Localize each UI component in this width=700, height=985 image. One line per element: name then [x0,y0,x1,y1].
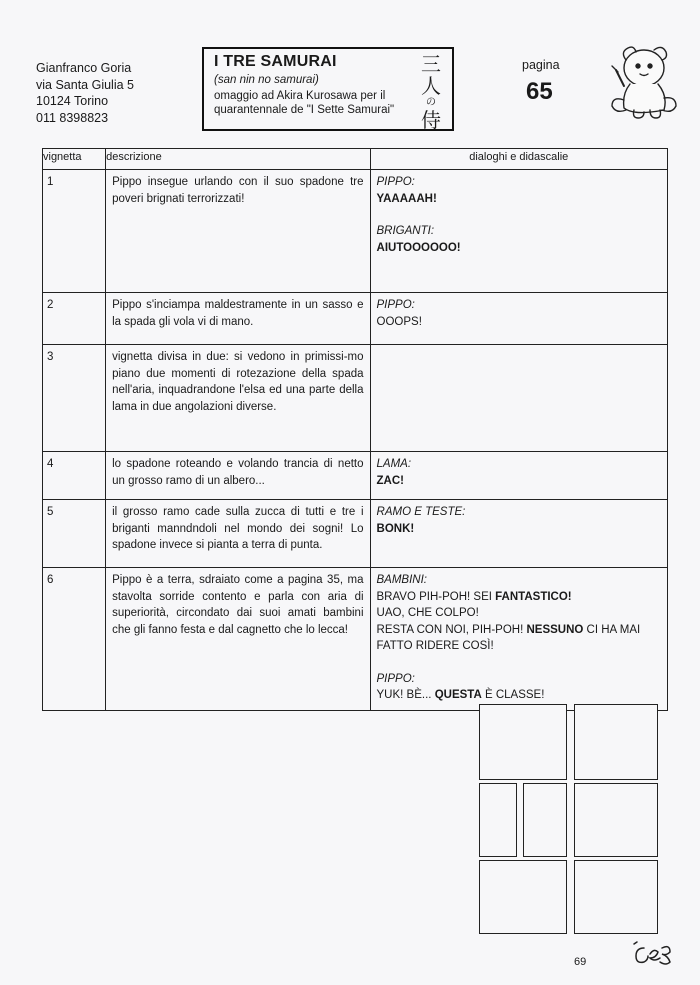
dialogue-segment: FANTASTICO! [495,590,572,603]
dialogue-line [377,521,661,538]
dialogue-segment: CI HA MAI FATTO RIDERE COSÌ! [376,623,641,652]
dialogue-segment: RESTA CON NOI, PIH-POH! [376,623,527,636]
dialogue-segment: NESSUNO [526,623,584,636]
table-row [43,452,668,500]
panel-description: vignetta divisa in due: si vedono in primissi-mo piano due momenti di rotezazione della spada nell'aria, inquadrandone l'elsa ed una parte della lama in due angolazioni diverse. [106,345,370,452]
thumbnail-panel [574,783,658,857]
panel-dialogue [370,452,667,500]
dialogue-gap [377,207,661,223]
kanji-char: 三 [421,52,441,76]
dialogue-segment: AIUTOOOOOO! [376,241,461,254]
author-street: via Santa Giulia 5 [36,77,134,92]
story-title: I TRE SAMURAI [214,53,337,70]
panel-dialogue [370,170,667,293]
dialogue-segment: QUESTA [434,689,482,701]
kanji-char: 人 [421,74,441,98]
footer-page-number: 69 [574,956,587,968]
kanji-title [418,53,444,131]
panel-dialogue [370,568,667,711]
speaker-label: PIPPO: [376,176,415,188]
panel-description: Pippo s'inciampa maldestramente in un sasso e la spada gli vola vi di mano. [106,293,370,345]
panel-description: lo spadone roteando e volando trancia di netto un grosso ramo di un albero... [106,452,370,500]
thumbnail-panel [479,860,567,934]
dialogue-segment: È CLASSE! [481,689,545,701]
page-label: pagina [522,58,560,72]
dialogue-segment: UAO, CHE COLPO! [376,607,479,619]
dialogue-segment: ZAC! [376,474,404,487]
panel-dialogue [370,500,667,568]
author-name: Gianfranco Goria [36,61,132,75]
title-box [202,47,454,131]
panel-number: 5 [43,500,106,568]
script-table [42,148,668,711]
page-number: 65 [526,78,553,105]
table-row [43,293,668,345]
speaker-label: LAMA: [376,458,412,470]
speaker-label: RAMO E TESTE: [376,506,466,518]
description-line: quarantennale de "I Sette Samurai" [214,104,395,116]
dialogue-line [377,191,661,208]
kanji-char: 侍 [421,108,441,132]
dialogue-line [377,687,661,704]
author-block [36,60,134,126]
kanji-char: の [426,97,436,108]
panel-description: il grosso ramo cade sulla zucca di tutti e tre i briganti manndndoli nel mondo dei sogni! Lo spadone invece si pianta a terra di punta. [106,500,370,568]
thumbnail-panel [479,783,517,857]
panel-dialogue [370,345,667,452]
panel-number: 2 [43,293,106,345]
header-dialoghi: dialoghi e didascalie [370,149,667,170]
panel-dialogue [370,293,667,345]
thumbnail-panel [574,860,658,934]
panel-number: 1 [43,170,106,293]
header-descrizione: descrizione [106,149,370,170]
thumbnail-panel [523,783,567,857]
dialogue-gap [377,655,661,671]
author-city: 10124 Torino [36,94,109,108]
table-header-row [43,149,668,170]
dialogue-segment: YAAAAAH! [376,192,437,205]
author-phone: 011 8398823 [36,110,109,125]
table-row [43,170,668,293]
dialogue-segment: OOOPS! [376,315,422,328]
table-row [43,500,668,568]
dialogue-line [377,605,661,622]
description-line: omaggio ad Akira Kurosawa per il [214,90,386,102]
speaker-label: BAMBINI: [376,574,427,586]
speaker-label: BRIGANTI: [376,225,435,237]
mascot-doodle-icon [604,40,684,122]
thumbnail-panel [479,704,567,780]
table-row [43,345,668,452]
dialogue-line [377,314,661,331]
thumbnail-panel [574,704,658,780]
dialogue-line [377,240,661,257]
dialogue-segment: BONK! [376,522,415,535]
panel-number: 3 [43,345,106,452]
table-row [43,568,668,711]
dialogue-segment: BRAVO PIH-POH! SEI [376,590,496,603]
dialogue-line [377,622,661,655]
story-description [214,89,424,117]
dialogue-line [377,473,661,490]
panel-description: Pippo è a terra, sdraiato come a pagina 35, ma stavolta sorride contento e parla con aria di superiorità, circondato dai suoi amati bambini che gli fanno festa e dal cagnetto che lo lecca! [106,568,370,711]
speaker-label: PIPPO: [376,299,415,311]
panel-number: 6 [43,568,106,711]
story-subtitle: (san nin no samurai) [214,74,319,86]
speaker-label: PIPPO: [376,672,415,685]
panel-number: 4 [43,452,106,500]
signature-icon [628,938,678,968]
header-vignetta: vignetta [43,149,106,170]
panel-description: Pippo insegue urlando con il suo spadone tre poveri brignati terrorizzati! [106,170,370,293]
dialogue-line [377,589,661,606]
dialogue-segment: YUK! BÈ... [376,689,435,701]
